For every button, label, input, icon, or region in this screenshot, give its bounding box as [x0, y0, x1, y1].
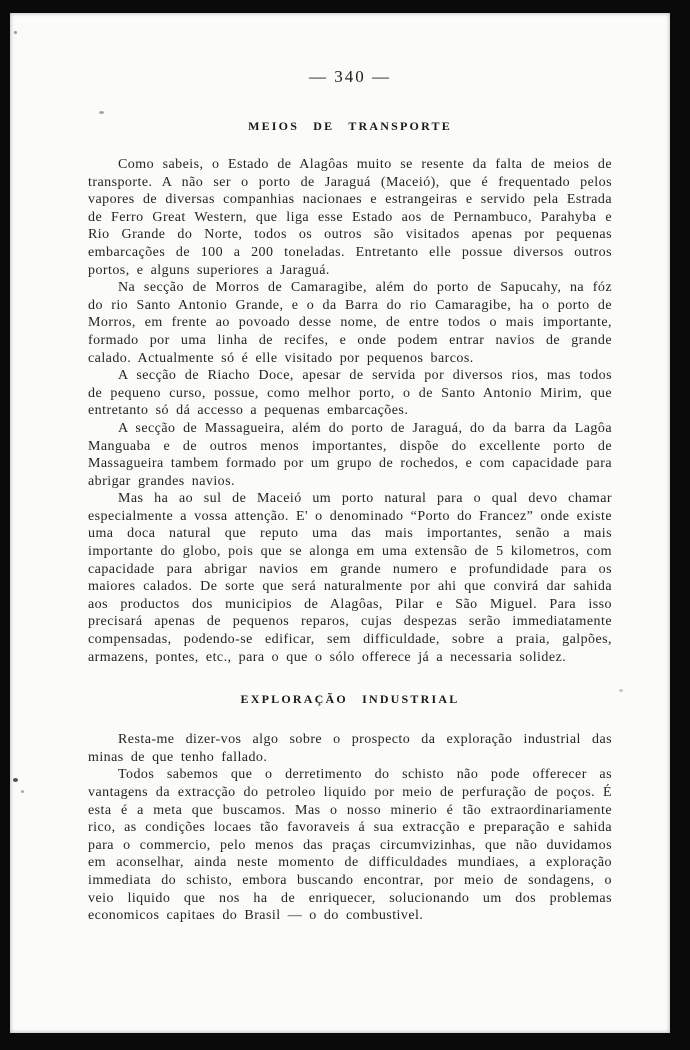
page-number: — 340 — — [309, 67, 391, 86]
scan-artifact-speck — [14, 31, 17, 34]
scan-artifact-speck — [21, 790, 24, 793]
section-heading-meios-de-transporte: MEIOS DE TRANSPORTE — [248, 119, 452, 133]
paragraph: Todos sabemos que o derretimento do schisto não pode offerecer as vantagens da extracção do petroleo liquido por meio de perfuração de poços. É esta é a meta que buscamos. Mas o nosso minerio é tão extraordinariamente rico, as condições locaes tão favoraveis á sua extracção e preparação e sahida para o commercio, pelo menos das praças circumvizinhas, que não duvidamos em aconselhar, ainda neste momento de difficuldades mundiaes, a exploração immediata do schisto, embora buscando encontrar, por meio de sondagens, o veio liquido que nos ha de enriquecer, solucionando um dos problemas economicos capitaes do Brasil — o do combustivel. — [88, 767, 612, 924]
scan-artifact-speck — [99, 111, 104, 114]
page — [10, 13, 670, 1033]
section-heading-exploracao-industrial: EXPLORAÇÃO INDUSTRIAL — [240, 692, 460, 707]
page-content — [10, 67, 670, 925]
section-body-industrial — [88, 731, 612, 925]
section-body-transporte — [88, 156, 612, 666]
paragraph: Na secção de Morros de Camaragibe, além do porto de Sapucahy, na fóz do rio Santo Antonio Grande, e o da Barra do rio Camaragibe, ha o porto de Morros, em frente ao povoado desse nome, de entre todos o mais importante, formado por uma linha de recifes, e onde podem entrar navios de grande calado. Actualmente só é elle visitado por pequenos barcos. — [88, 280, 612, 366]
scan-artifact-speck — [13, 778, 18, 782]
scan-artifact-speck — [619, 689, 623, 692]
paragraph: Resta-me dizer-vos algo sobre o prospecto da exploração industrial das minas de que tenho fallado. — [88, 732, 612, 765]
paragraph: Mas ha ao sul de Maceió um porto natural para o qual devo chamar especialmente a vossa attenção. E' o denominado “Porto do Francez” onde existe uma doca natural que reputo uma das mais importantes, senão a mais importante do globo, pois que se alonga em uma extensão de 5 kilometros, com capacidade para abrigar navios em grande numero e profundidade para os maiores calados. De sorte que será naturalmente por ahi que convirá dar sahida aos productos dos municipios de Alagôas, Pilar e São Miguel. Para isso precisará apenas de pequenos reparos, cujas despezas serão immediatamente compensadas, podendo-se edificar, sem difficuldade, sobre a praia, galpões, armazens, pontes, etc., para o que o sólo offerece já a necessaria solidez. — [88, 491, 612, 665]
paragraph: Como sabeis, o Estado de Alagôas muito se resente da falta de meios de transporte. A não ser o porto de Jaraguá (Maceió), que é frequentado pelos vapores de diversas companhias nacionaes e estrangeiras e servido pela Estrada de Ferro Great Western, que liga esse Estado aos de Pernambuco, Parahyba e Rio Grande do Norte, todos os outros são visitados apenas por pequenas embarcações de 100 a 200 toneladas. Entretanto elle possue diversos outros portos, e alguns superiores a Jaraguá. — [88, 157, 612, 278]
paragraph: A secção de Riacho Doce, apesar de servida por diversos rios, mas todos de pequeno curso, possue, como melhor porto, o de Santo Antonio Mirim, que entretanto só dá accesso a pequenas embarcações. — [88, 368, 612, 419]
paragraph: A secção de Massagueira, além do porto de Jaraguá, do da barra da Lagôa Manguaba e de outros menos importantes, dispõe do excellente porto de Massagueira tambem formado por um grupo de rochedos, e com capacidade para abrigar grandes navios. — [88, 420, 612, 489]
